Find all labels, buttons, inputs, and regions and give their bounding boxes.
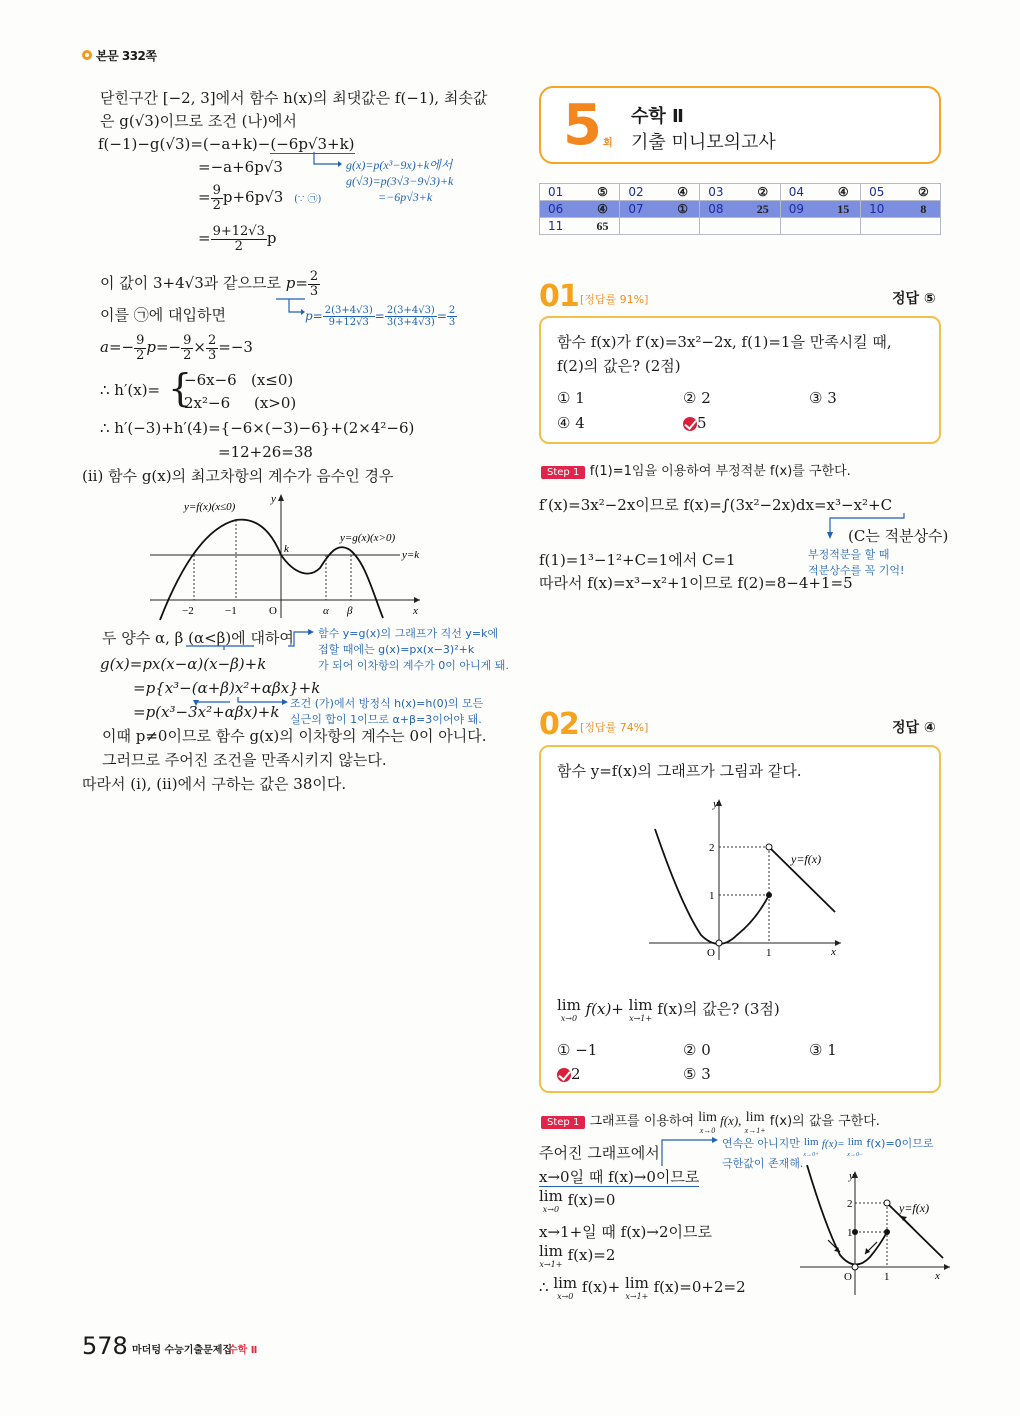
svg-text:k: k: [284, 543, 289, 555]
annotation-note: 가 되어 이차항의 계수가 0이 아니게 돼.: [318, 659, 509, 672]
fraction: $\frac{2}{3}$: [309, 268, 319, 299]
graph-piecewise-f-with-arrows: [795, 1165, 960, 1305]
svg-text:y=f(x): y=f(x): [791, 852, 822, 866]
svg-text:O: O: [269, 605, 277, 617]
left-text-line: [100, 266, 320, 300]
question-box: [539, 316, 941, 444]
annotation-arrow-icon: [660, 1134, 720, 1168]
solution-line: f′(x)=3x²−2x이므로 f(x)=∫(3x²−2x)dx=x³−x²+C: [539, 496, 893, 514]
piecewise-case: 2x²−6 (x>0): [184, 394, 297, 412]
svg-text:y=f(x)(x≤0): y=f(x)(x≤0): [184, 501, 236, 513]
solution-line: x→1+일 때 f(x)→2이므로: [539, 1223, 712, 1241]
fraction: $\frac{9}{2}$: [212, 182, 221, 213]
eq-text: =: [198, 188, 211, 206]
reference-note: (∵ ㉠): [294, 194, 322, 205]
solution-line: 주어진 그래프에서: [539, 1144, 660, 1162]
svg-text:1: 1: [847, 1227, 853, 1239]
solution-line: x→0일 때 f(x)→0이므로: [539, 1168, 700, 1186]
choice-5-selected[interactable]: 5: [683, 413, 707, 433]
choice-4[interactable]: ④ 4: [557, 414, 585, 432]
svg-text:y=g(x)(x>0): y=g(x)(x>0): [340, 532, 396, 544]
question-text: 함수 y=f(x)의 그래프가 그림과 같다.: [557, 762, 802, 780]
svg-text:2: 2: [847, 1198, 853, 1210]
correct-rate: [정답률 74%]: [580, 721, 649, 734]
svg-text:x: x: [935, 1270, 940, 1282]
answer-label: 정답 ⑤: [892, 291, 936, 307]
equation-line: [198, 180, 321, 217]
exam-round-suffix: 회: [603, 138, 613, 149]
text: p=: [285, 274, 308, 292]
equation-text: f(−1)−g(√3)=(−a+k)−: [98, 135, 271, 153]
equation-line: =p{x³−(α+β)x²+αβx}+k: [133, 679, 321, 697]
left-text-line: 이때 p≠0이므로 함수 g(x)의 이차항의 계수는 0이 아니다.: [102, 727, 487, 745]
page-reference-tag: 본문 332쪽: [96, 49, 157, 63]
question-text: lim x→0 f(x)+ lim x→1+ f(x)의 값은? (3점): [557, 996, 780, 1023]
choice-3[interactable]: ③ 1: [809, 1041, 837, 1059]
answer-row-highlighted: 06 ④ 07 ① 08 25 09 15 10 8: [540, 201, 941, 218]
left-text-line: 그러므로 주어진 조건을 만족시키지 않는다.: [102, 751, 387, 769]
answer-row: 11 65: [540, 218, 941, 235]
svg-text:y: y: [713, 798, 718, 810]
equation-line: ∴ h′(−3)+h′(4)={−6×(−3)−6}+(2×4²−6): [100, 419, 415, 437]
equation-line: =−a+6p√3: [198, 158, 283, 176]
choice-2[interactable]: ② 2: [683, 389, 711, 407]
piecewise-case: −6x−6 (x≤0): [184, 371, 294, 389]
exam-title: 기출 미니모의고사: [631, 132, 776, 153]
equation-line: =12+26=38: [218, 443, 313, 461]
answer-row: 01 ⑤ 02 ④ 03 ② 04 ④ 05 ②: [540, 184, 941, 201]
annotation-note: 극한값이 존재해.: [722, 1157, 804, 1170]
question-text: f(2)의 값은? (2점): [557, 357, 681, 375]
question-box: [539, 745, 941, 1093]
graph-f-g-curves: [140, 490, 440, 625]
question-number: 01: [539, 279, 579, 314]
solution-line: ∴ lim x→0 f(x)+ lim x→1+ f(x)=0+2=2: [539, 1274, 746, 1301]
piecewise-equation: ∴ h′(x)=: [100, 381, 161, 399]
piecewise-brace: {: [168, 366, 193, 410]
svg-text:β: β: [347, 605, 353, 617]
eq-text: p: [266, 229, 277, 247]
annotation-note: 조건 (가)에서 방정식 h(x)=h(0)의 모든: [290, 697, 484, 710]
choice-3[interactable]: ③ 3: [809, 389, 837, 407]
svg-text:1: 1: [766, 947, 772, 959]
step-badge: Step 1: [541, 1116, 585, 1129]
equation-line: [198, 220, 276, 256]
left-text-line: 은 g(√3)이므로 조건 (나)에서: [100, 112, 297, 130]
book-subject: 수학 Ⅱ: [228, 1345, 258, 1356]
equation-line: a=− $\frac{9}{2}$ p=− $\frac{9}{2}$ × $\frac{2}{3}$ =−3: [100, 332, 253, 363]
equation-line: =p(x³−3x²+αβx)+k: [133, 703, 280, 721]
annotation-note: g(√3)=p(3√3−9√3)+k: [346, 174, 454, 188]
exam-title-box: [539, 86, 941, 164]
left-text-line: 닫힌구간 [−2, 3]에서 함수 h(x)의 최댓값은 f(−1), 최솟값: [100, 89, 488, 107]
choice-1[interactable]: ① 1: [557, 389, 585, 407]
annotation-note: 실근의 합이 1이므로 α+β=3이어야 돼.: [290, 713, 482, 726]
svg-text:x: x: [831, 946, 836, 958]
annotation-note: 접할 때에는 g(x)=px(x−3)²+k: [318, 643, 475, 656]
choice-4-selected[interactable]: 2: [557, 1064, 581, 1084]
choice-2[interactable]: ② 0: [683, 1041, 711, 1059]
solution-line: f(1)=1³−1²+C=1에서 C=1: [539, 551, 736, 569]
svg-text:x: x: [413, 605, 418, 617]
svg-text:α: α: [323, 605, 329, 617]
svg-text:1: 1: [884, 1271, 890, 1283]
svg-text:y: y: [849, 1170, 854, 1182]
step-heading: Step 1 f(1)=1임을 이용하여 부정적분 f(x)를 구한다.: [541, 461, 851, 483]
fraction: $\frac{9+12√3}{2}$: [212, 223, 265, 254]
section-bullet-icon: [82, 50, 92, 60]
annotation-note: p= $\frac{2(3+4√3)}{9+12√3}$ = $\frac{2(3+4√3)}{3(3+4√3)}$ = $\frac{2}{3}$: [305, 305, 456, 328]
svg-text:O: O: [844, 1271, 852, 1283]
left-text-line: 이를 ㉠에 대입하면: [100, 306, 226, 324]
solution-line: lim x→0 f(x)=0: [539, 1187, 616, 1214]
constant-note: (C는 적분상수): [848, 527, 949, 545]
annotation-arrow-icon: [312, 150, 342, 170]
book-title: 마더텅 수능기출문제집: [132, 1345, 233, 1356]
svg-text:y=f(x): y=f(x): [899, 1201, 930, 1215]
checkmark-icon: [683, 417, 697, 431]
correct-rate: [정답률 91%]: [580, 293, 649, 306]
exam-subject: 수학 Ⅱ: [631, 106, 684, 127]
solution-line: lim x→1+ f(x)=2: [539, 1242, 616, 1269]
eq-text: p+6p√3: [222, 188, 284, 206]
svg-text:y: y: [271, 493, 276, 505]
equation-line: g(x)=px(x−α)(x−β)+k: [100, 655, 267, 673]
solution-line: 따라서 f(x)=x³−x²+1이므로 f(2)=8−4+1=5: [539, 574, 853, 592]
svg-text:−2: −2: [182, 605, 194, 617]
svg-text:y=k: y=k: [402, 549, 420, 561]
left-text-line: 두 양수 α, β (α<β)에 대하여: [102, 629, 294, 647]
checkmark-icon: [557, 1068, 571, 1082]
choice-5[interactable]: ⑤ 3: [683, 1065, 711, 1083]
annotation-note: 적분상수를 꼭 기억!: [808, 564, 905, 577]
annotation-arrow-icon: [275, 298, 305, 318]
question-text: 함수 f(x)가 f′(x)=3x²−2x, f(1)=1을 만족시킬 때,: [557, 333, 892, 351]
svg-text:−1: −1: [225, 605, 237, 617]
answer-table: [539, 183, 941, 235]
graph-piecewise-f: [641, 795, 851, 965]
answer-label: 정답 ④: [892, 720, 936, 736]
svg-text:1: 1: [709, 890, 715, 902]
case-heading: (ii) 함수 g(x)의 최고차항의 계수가 음수인 경우: [82, 467, 394, 485]
conclusion-text: 따라서 (i), (ii)에서 구하는 값은 38이다.: [82, 775, 347, 793]
choice-1[interactable]: ① −1: [557, 1041, 598, 1059]
annotation-note: =−6p√3+k: [378, 190, 433, 204]
step-badge: Step 1: [541, 466, 585, 479]
equation-underlined: (−6p√3+k): [270, 135, 355, 153]
annotation-note: g(x)=p(x³−9x)+k에서: [346, 158, 453, 172]
text: 이 값이 3+4√3과 같으므로: [100, 274, 286, 292]
annotation-note: 부정적분을 할 때: [808, 548, 890, 561]
annotation-arrow-icon: [184, 626, 314, 652]
page-number: 578: [82, 1332, 128, 1360]
step-heading: Step 1 그래프를 이용하여 lim x→0 f(x), lim x→1+ f(x)의 값을 구한다.: [541, 1111, 880, 1137]
question-number: 02: [539, 707, 579, 742]
eq-text: =: [198, 229, 211, 247]
svg-text:2: 2: [709, 842, 715, 854]
exam-round-number: 5: [563, 93, 602, 158]
svg-text:O: O: [707, 947, 715, 959]
annotation-note: 함수 y=g(x)의 그래프가 직선 y=k에: [318, 627, 499, 640]
annotation-note: 연속은 아니지만 lim x→0+ f(x)= lim x→0− f(x)=0이므로: [722, 1136, 934, 1158]
